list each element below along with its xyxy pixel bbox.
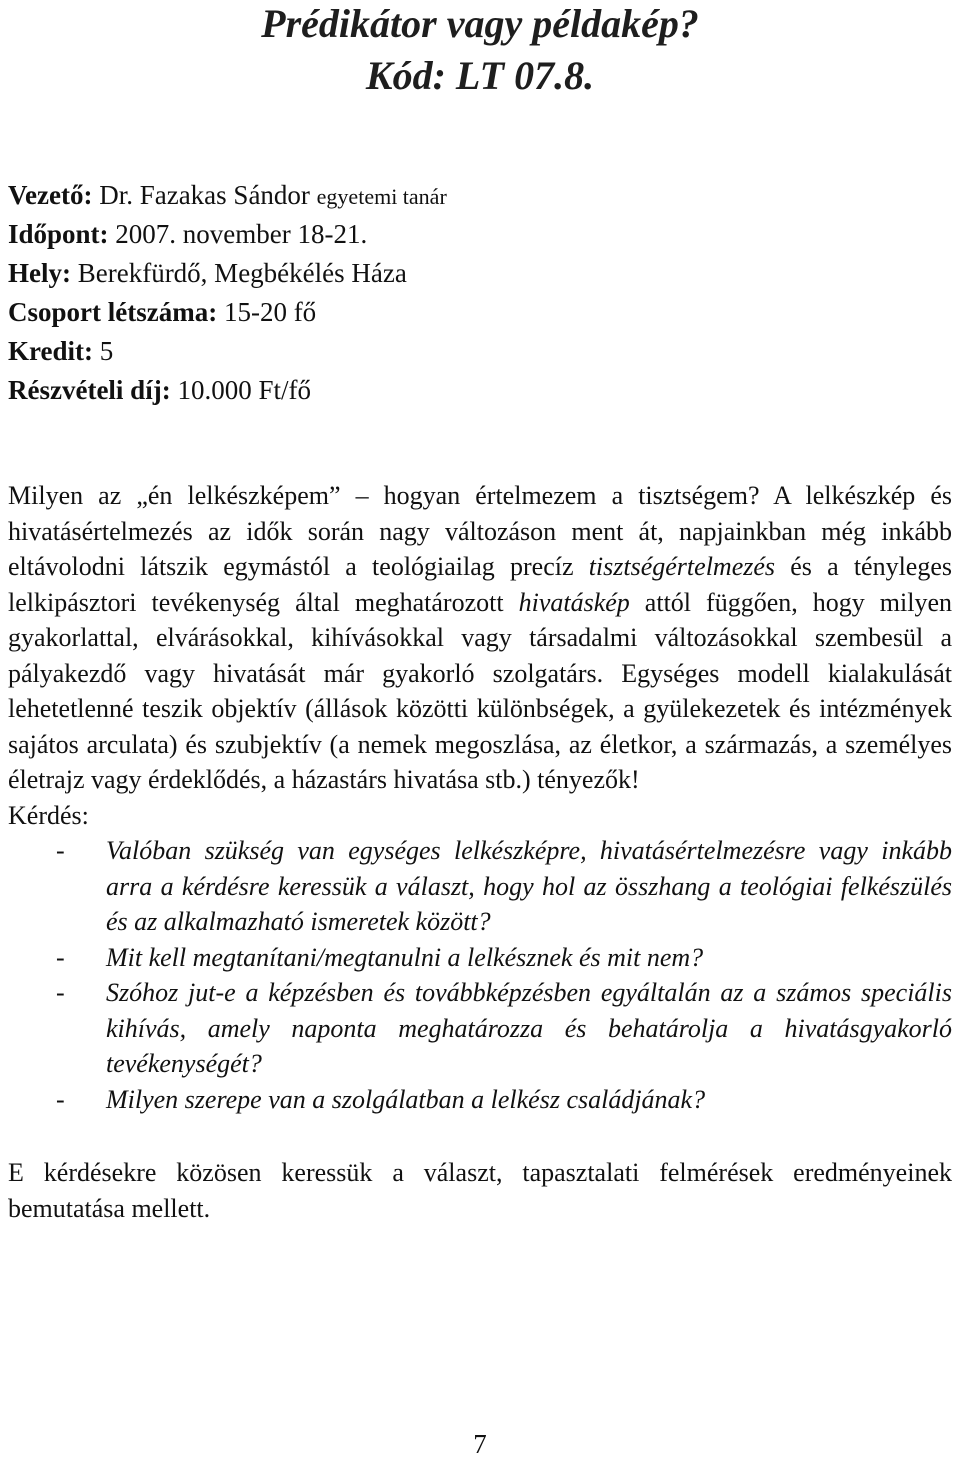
- date-label: Időpont:: [8, 219, 109, 249]
- leader-label: Vezető:: [8, 180, 93, 210]
- leader-role: egyetemi tanár: [316, 184, 447, 209]
- leader-row: [8, 176, 447, 215]
- course-code: Kód: LT 07.8.: [365, 53, 595, 98]
- question-label: Kérdés:: [8, 800, 89, 830]
- fee-value: 10.000 Ft/fő: [177, 375, 311, 405]
- group-size-row: [8, 293, 447, 332]
- page-number: 7: [473, 1429, 487, 1459]
- question-item: - Milyen szerepe van a szolgálatban a lelkész családjának?: [8, 1082, 952, 1118]
- document-title: Prédikátor vagy példakép?: [261, 1, 699, 46]
- date-row: [8, 215, 447, 254]
- dash-bullet: -: [56, 942, 65, 972]
- closing-paragraph: E kérdésekre közösen keressük a választ, tapasztalati felmérések eredményeinek bemutatása mellett.: [8, 1158, 952, 1223]
- question-item: - Valóban szükség van egységes lelkészképre, hivatásértelmezésre vagy inkább arra a kérdésre keressük a választ, hogy hol az összhang a teológiai felkészülés és az alkalmazható ismeretek között?: [8, 833, 952, 940]
- credit-label: Kredit:: [8, 336, 93, 366]
- dash-bullet: -: [56, 978, 65, 1007]
- place-row: [8, 254, 447, 293]
- dash-bullet: -: [56, 1084, 65, 1114]
- intro-paragraph: Milyen az „én lelkészképem” – hogyan értelmezem a tisztségem? A lelkészkép és hivatásértelmezés az idők során nagy változáson ment át, napjainkban még inkább eltávolodni látszik egymástól a teológiailag precíz tisztségértelmezés és a tényleges lelkipásztori tevékenység által meghatározott hivatáskép attól függően, hogy milyen gyakorlattal, elvárásokkal, kihívásokkal vagy társadalmi változásokkal szembesül a pályakezdő vagy hivatását már gyakorló szolgatárs. Egységes modell kialakulását lehetetlenné teszik objektív (állások közötti különbségek, a gyülekezetek és intézmények sajátos arculata) és szubjektív (a nemek megoszlása, az életkor, a származás, a személyes életrajz vagy érdeklődés, a házastárs hivatása stb.) tényezők!: [8, 481, 953, 794]
- question-list: [8, 833, 952, 1117]
- emphasis-term: tisztségértelmezés: [588, 552, 776, 581]
- fee-label: Részvételi díj:: [8, 375, 171, 405]
- credit-row: [8, 332, 447, 371]
- emphasis-term: hivatáskép: [518, 587, 630, 617]
- place-label: Hely:: [8, 258, 71, 288]
- group-size-value: 15-20 fő: [223, 297, 317, 327]
- course-info: [8, 176, 447, 410]
- question-item: - Mit kell megtanítani/megtanulni a lelkésznek és mit nem?: [8, 940, 952, 976]
- credit-value: 5: [99, 336, 114, 366]
- dash-bullet: -: [56, 836, 65, 865]
- leader-value: Dr. Fazakas Sándor: [99, 180, 310, 210]
- question-item: - Szóhoz jut-e a képzésben és továbbképzésben egyáltalán az a számos speciális kihívás, amely naponta meghatározza és behatárolja a hivatásgyakorló tevékenységét?: [8, 975, 952, 1082]
- course-description: [8, 478, 952, 1226]
- date-value: 2007. november 18-21.: [115, 219, 368, 249]
- group-size-label: Csoport létszáma:: [8, 297, 218, 327]
- place-value: Berekfürdő, Megbékélés Háza: [77, 258, 407, 288]
- fee-row: [8, 371, 447, 410]
